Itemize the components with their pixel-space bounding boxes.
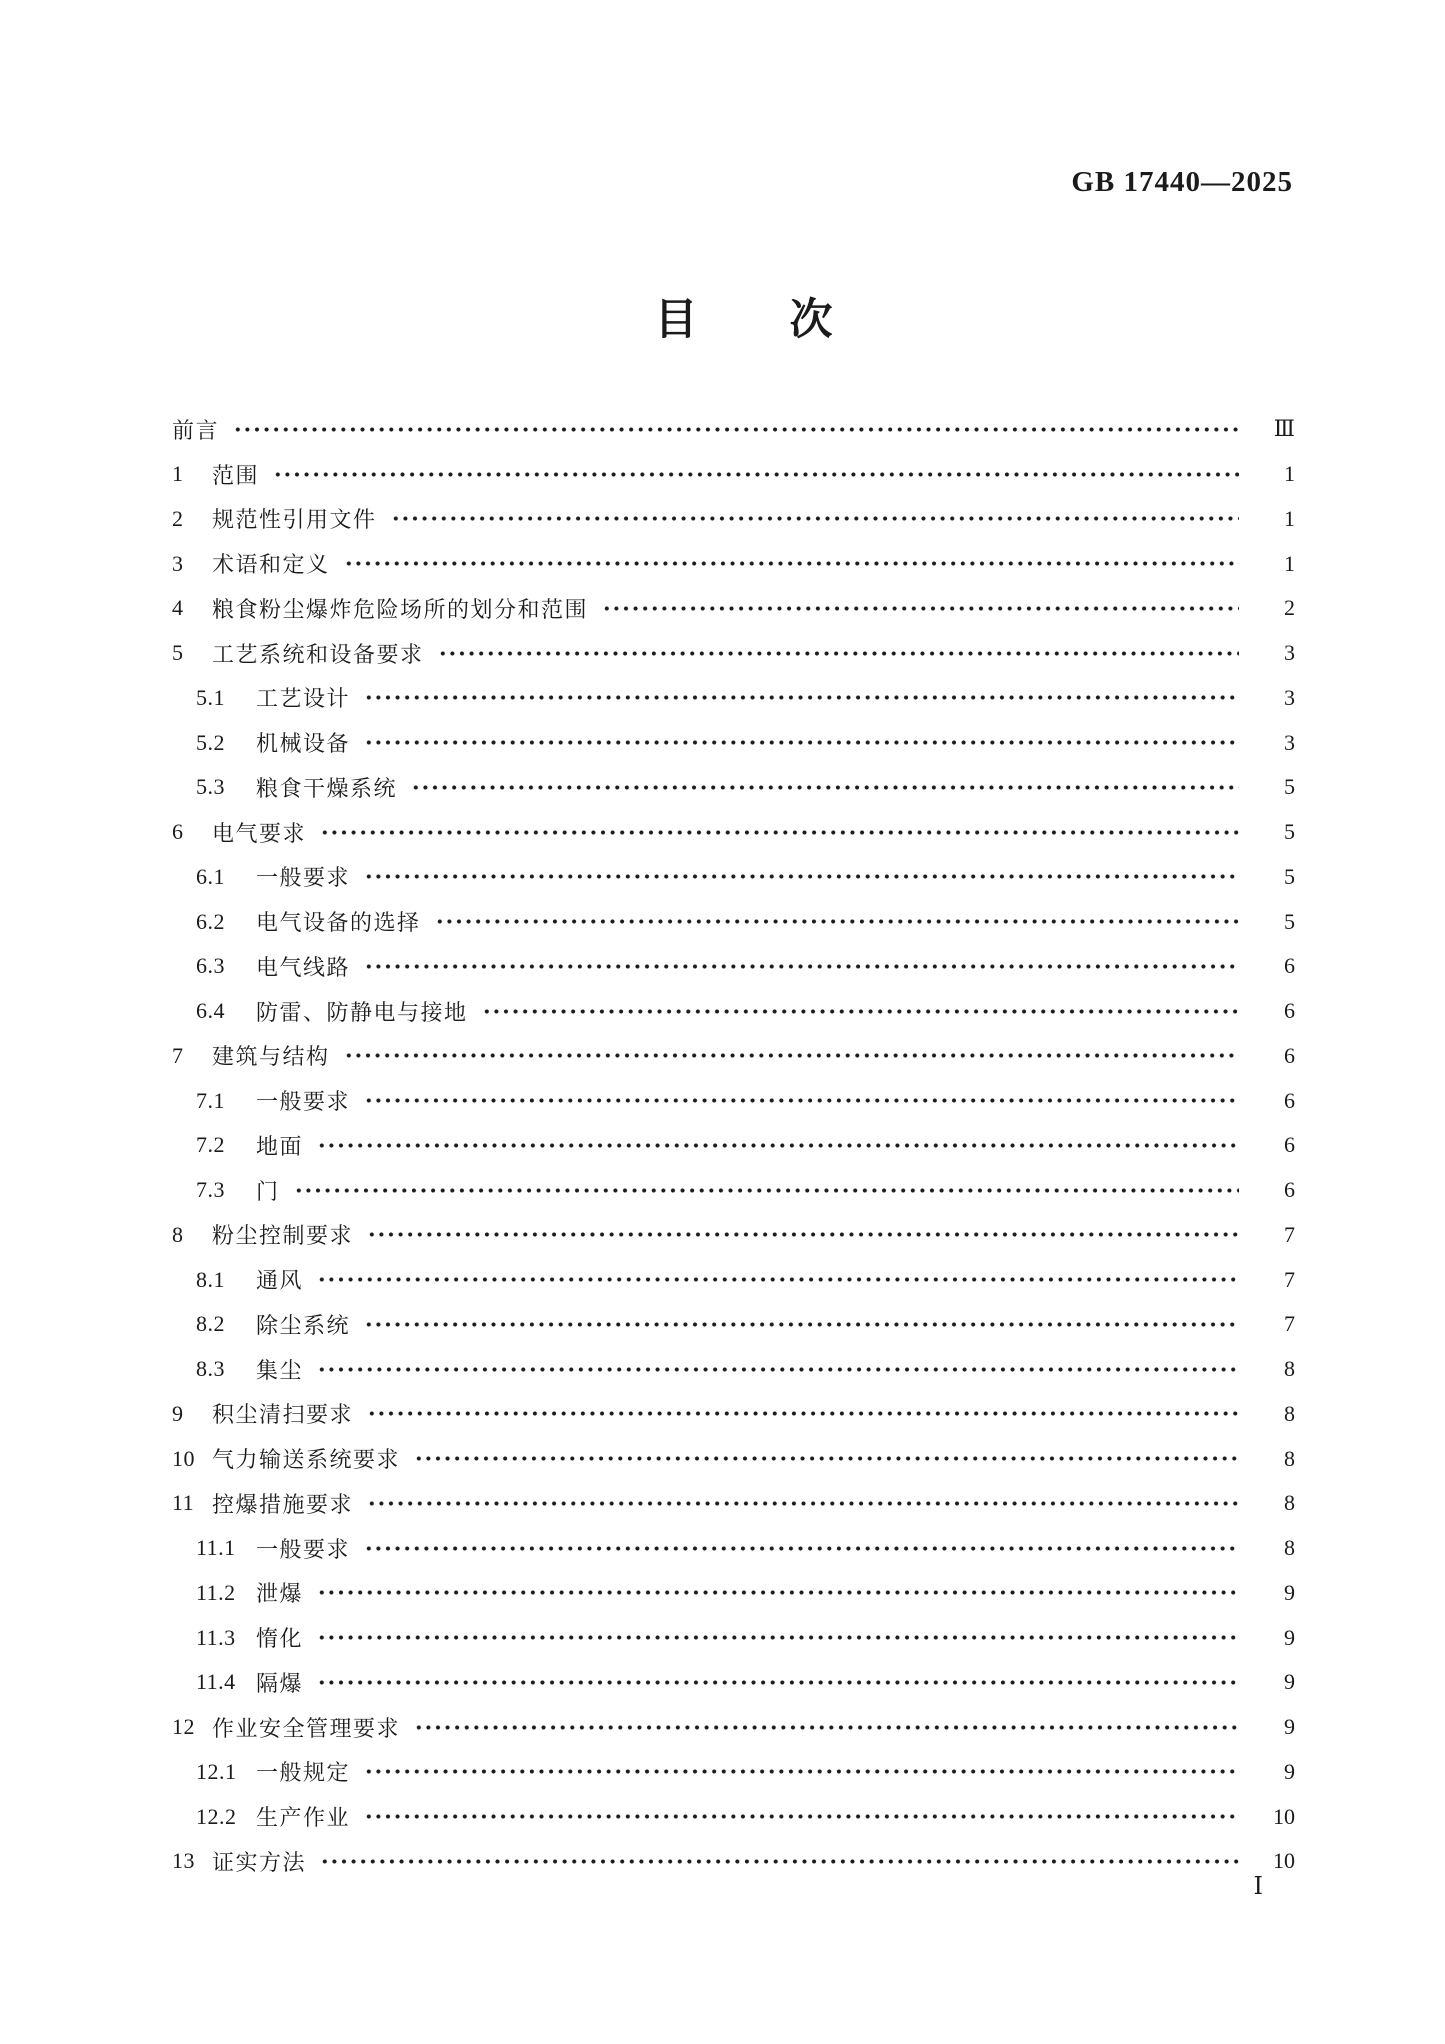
toc-entry-page: 9 (1284, 1758, 1295, 1784)
toc-entry-label: 除尘系统 (256, 1312, 351, 1338)
toc-entry-label: 积尘清扫要求 (212, 1402, 354, 1428)
toc-entry (172, 944, 1295, 989)
dot-leader (367, 1481, 1239, 1526)
dot-leader (320, 810, 1239, 855)
dot-leader (344, 1034, 1239, 1079)
toc-entry (172, 631, 1295, 676)
toc-entry-page: 5 (1284, 863, 1295, 889)
dot-leader (233, 407, 1239, 452)
toc-entry-label: 通风 (256, 1268, 304, 1294)
dot-leader (414, 1705, 1239, 1750)
toc-entry (172, 586, 1295, 631)
toc-entry-page: 7 (1284, 1266, 1295, 1292)
toc-entry-label: 电气设备的选择 (256, 910, 421, 936)
dot-leader (367, 1213, 1239, 1258)
dot-leader (317, 1571, 1239, 1616)
toc-entry-number: 5 (172, 640, 184, 666)
toc-entry-number: 6.3 (196, 953, 225, 979)
toc-entry-page: 6 (1284, 998, 1295, 1024)
dot-leader (602, 586, 1239, 631)
toc-entry-page: 8 (1284, 1535, 1295, 1561)
toc-entry-number: 6.2 (196, 908, 225, 934)
toc-entry-number: 6 (172, 819, 184, 845)
toc-entry-number: 11 (172, 1490, 195, 1516)
toc-entry-label: 术语和定义 (212, 552, 330, 578)
toc-entry-label: 工艺设计 (256, 686, 351, 712)
toc-entry (172, 1481, 1295, 1526)
dot-leader (364, 1302, 1239, 1347)
toc-entry-page: 6 (1284, 1087, 1295, 1113)
toc-entry-page: 6 (1284, 953, 1295, 979)
toc-entry-label: 一般要求 (256, 1089, 351, 1115)
toc-entry (172, 810, 1295, 855)
toc-entry-page: 5 (1284, 908, 1295, 934)
toc-entry-label: 前言 (172, 417, 220, 443)
dot-leader (435, 899, 1239, 944)
dot-leader (317, 1123, 1239, 1168)
dot-leader (364, 1750, 1239, 1795)
toc-entry (172, 452, 1295, 497)
dot-leader (364, 720, 1239, 765)
toc-entry (172, 1347, 1295, 1392)
toc-entry-page: 9 (1284, 1624, 1295, 1650)
toc-entry-label: 惰化 (256, 1626, 304, 1652)
dot-leader (364, 944, 1239, 989)
dot-leader (317, 1615, 1239, 1660)
toc-entry-number: 7 (172, 1042, 184, 1068)
toc-entry-page: 6 (1284, 1177, 1295, 1203)
standard-code: GB 17440—2025 (1071, 166, 1293, 198)
toc-entry (172, 1213, 1295, 1258)
toc-entry-number: 8.1 (196, 1266, 225, 1292)
toc-entry-label: 规范性引用文件 (212, 507, 377, 533)
dot-leader (320, 1839, 1239, 1884)
toc-entry-label: 粮食干燥系统 (256, 775, 398, 801)
toc-entry-label: 建筑与结构 (212, 1044, 330, 1070)
toc-entry-page: 3 (1284, 729, 1295, 755)
toc-entry-label: 防雷、防静电与接地 (256, 999, 468, 1025)
toc-entry-number: 2 (172, 505, 184, 531)
dot-leader (364, 855, 1239, 900)
dot-leader (482, 989, 1239, 1034)
toc-entry-label: 地面 (256, 1133, 304, 1159)
toc-entry-label: 电气线路 (256, 954, 351, 980)
toc-entry-number: 3 (172, 550, 184, 576)
dot-leader (317, 1257, 1239, 1302)
toc-entry-page: 2 (1284, 595, 1295, 621)
toc-entry-page: 6 (1284, 1042, 1295, 1068)
toc-entry-page: 7 (1284, 1311, 1295, 1337)
page-title: 目 次 (654, 296, 835, 344)
toc-entry-label: 生产作业 (256, 1805, 351, 1831)
toc-entry (172, 1571, 1295, 1616)
toc-entry-label: 气力输送系统要求 (212, 1447, 401, 1473)
toc-entry (172, 1257, 1295, 1302)
toc-entry (172, 1078, 1295, 1123)
toc-entry-label: 电气要求 (212, 820, 307, 846)
dot-leader (273, 452, 1239, 497)
toc-entry-number: 11.1 (196, 1535, 236, 1561)
toc-entry-number: 8.3 (196, 1356, 225, 1382)
toc-entry (172, 1436, 1295, 1481)
toc-entry-page: 6 (1284, 1132, 1295, 1158)
toc-entry-page: 8 (1284, 1400, 1295, 1426)
toc-entry-number: 8 (172, 1221, 184, 1247)
toc-entry-label: 控爆措施要求 (212, 1491, 354, 1517)
toc-entry-page: 9 (1284, 1579, 1295, 1605)
toc-entry (172, 1750, 1295, 1795)
dot-leader (317, 1347, 1239, 1392)
dot-leader (294, 1168, 1239, 1213)
toc-entry-page: 8 (1284, 1445, 1295, 1471)
toc-list (172, 407, 1295, 1884)
dot-leader (411, 765, 1239, 810)
toc-entry-page: Ⅲ (1273, 416, 1295, 442)
toc-entry (172, 1168, 1295, 1213)
toc-entry-page: 9 (1284, 1669, 1295, 1695)
toc-entry (172, 1526, 1295, 1571)
toc-entry (172, 1794, 1295, 1839)
toc-entry-number: 7.3 (196, 1177, 225, 1203)
toc-entry (172, 1839, 1295, 1884)
toc-entry-page: 3 (1284, 640, 1295, 666)
toc-entry-label: 作业安全管理要求 (212, 1715, 401, 1741)
toc-entry-number: 11.3 (196, 1624, 236, 1650)
toc-entry-page: 9 (1284, 1714, 1295, 1740)
toc-entry-number: 12.2 (196, 1803, 237, 1829)
toc-entry (172, 676, 1295, 721)
toc-entry-number: 6.4 (196, 998, 225, 1024)
dot-leader (391, 497, 1239, 542)
toc-entry (172, 899, 1295, 944)
toc-entry (172, 1034, 1295, 1079)
toc-entry (172, 1392, 1295, 1437)
dot-leader (364, 1526, 1239, 1571)
toc-entry (172, 1123, 1295, 1168)
toc-entry-page: 5 (1284, 774, 1295, 800)
toc-entry-number: 11.2 (196, 1579, 236, 1605)
toc-entry-number: 9 (172, 1400, 184, 1426)
toc-entry-number: 12.1 (196, 1758, 237, 1784)
toc-entry (172, 765, 1295, 810)
toc-entry (172, 541, 1295, 586)
toc-entry-number: 5.1 (196, 684, 225, 710)
dot-leader (364, 676, 1239, 721)
toc-entry-page: 8 (1284, 1490, 1295, 1516)
toc-entry-number: 10 (172, 1445, 195, 1471)
toc-entry-page: 10 (1273, 1803, 1295, 1829)
toc-entry-label: 范围 (212, 462, 260, 488)
dot-leader (364, 1794, 1239, 1839)
toc-entry-label: 门 (256, 1178, 280, 1204)
dot-leader (367, 1392, 1239, 1437)
toc-entry-page: 1 (1284, 505, 1295, 531)
dot-leader (438, 631, 1239, 676)
toc-entry-number: 13 (172, 1848, 195, 1874)
toc-entry-label: 一般要求 (256, 865, 351, 891)
toc-entry-label: 工艺系统和设备要求 (212, 641, 424, 667)
dot-leader (364, 1078, 1239, 1123)
toc-entry-page: 5 (1284, 819, 1295, 845)
toc-entry-number: 11.4 (196, 1669, 236, 1695)
toc-entry-label: 粉尘控制要求 (212, 1223, 354, 1249)
toc-entry-number: 8.2 (196, 1311, 225, 1337)
toc-entry-number: 5.2 (196, 729, 225, 755)
toc-entry (172, 855, 1295, 900)
toc-entry (172, 720, 1295, 765)
toc-entry-page: 3 (1284, 684, 1295, 710)
toc-entry-page: 8 (1284, 1356, 1295, 1382)
toc-entry-page: 1 (1284, 550, 1295, 576)
toc-entry-label: 证实方法 (212, 1849, 307, 1875)
toc-entry-number: 4 (172, 595, 184, 621)
toc-entry (172, 1615, 1295, 1660)
toc-entry (172, 989, 1295, 1034)
toc-entry-label: 机械设备 (256, 731, 351, 757)
folio-page-number: Ⅰ (1253, 1874, 1263, 1900)
toc-entry-page: 10 (1273, 1848, 1295, 1874)
toc-entry-number: 7.2 (196, 1132, 225, 1158)
toc-entry (172, 1705, 1295, 1750)
toc-entry-number: 7.1 (196, 1087, 225, 1113)
toc-entry-label: 泄爆 (256, 1581, 304, 1607)
toc-entry-number: 5.3 (196, 774, 225, 800)
toc-entry-number: 6.1 (196, 863, 225, 889)
toc-entry-page: 1 (1284, 461, 1295, 487)
toc-entry-label: 隔爆 (256, 1670, 304, 1696)
toc-entry-number: 1 (172, 461, 184, 487)
dot-leader (344, 541, 1239, 586)
toc-entry (172, 497, 1295, 542)
dot-leader (317, 1660, 1239, 1705)
toc-entry (172, 407, 1295, 452)
toc-entry-label: 一般要求 (256, 1536, 351, 1562)
toc-entry-label: 一般规定 (256, 1760, 351, 1786)
toc-entry (172, 1302, 1295, 1347)
toc-entry-label: 集尘 (256, 1357, 304, 1383)
toc-entry-number: 12 (172, 1714, 195, 1740)
toc-entry-page: 7 (1284, 1221, 1295, 1247)
dot-leader (414, 1436, 1239, 1481)
toc-entry (172, 1660, 1295, 1705)
toc-entry-label: 粮食粉尘爆炸危险场所的划分和范围 (212, 596, 589, 622)
